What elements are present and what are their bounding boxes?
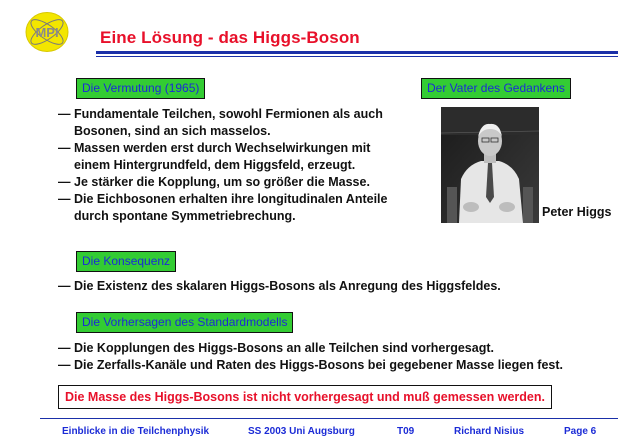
vermutung-bullets — [58, 106, 387, 225]
title-rule-thick — [96, 51, 618, 54]
bullet-continuation: einem Hintergrundfeld, dem Higgsfeld, erzeugt. — [74, 158, 356, 172]
warning-box: Die Masse des Higgs-Bosons ist nicht vorhergesagt und muß gemessen werden. — [58, 385, 552, 409]
title-rule-thin — [96, 56, 618, 57]
section-label-vater: Der Vater des Gedankens — [421, 78, 571, 99]
bullet-text: Fundamentale Teilchen, sowohl Fermionen als auch — [74, 107, 383, 121]
konsequenz-bullets — [58, 278, 501, 295]
vorhersagen-bullets — [58, 340, 563, 374]
bullet-dash: — — [58, 175, 71, 189]
bullet-line — [58, 191, 387, 208]
section-label-vermutung: Die Vermutung (1965) — [76, 78, 205, 99]
section-label-vorhersagen: Die Vorhersagen des Standardmodells — [76, 312, 293, 333]
bullet-continuation: Bosonen, sind an sich masselos. — [74, 124, 271, 138]
footer-page: Page 6 — [564, 426, 597, 437]
footer-semester: SS 2003 Uni Augsburg — [248, 426, 355, 437]
bullet-dash: — — [58, 279, 71, 293]
logo-text: MPI — [35, 25, 59, 40]
bullet-dash: — — [58, 141, 71, 155]
bullet-dash: — — [58, 107, 71, 121]
footer-rule — [40, 418, 618, 419]
bullet-line — [58, 174, 387, 191]
bullet-line — [58, 106, 387, 123]
footer-code: T09 — [397, 426, 415, 437]
portrait-photo — [441, 107, 539, 223]
page-title: Eine Lösung - das Higgs-Boson — [100, 28, 360, 47]
bullet-dash: — — [58, 358, 71, 372]
bullet-line — [58, 140, 387, 157]
bullet-line — [58, 340, 563, 357]
bullet-text: Die Kopplungen des Higgs-Bosons an alle Teilchen sind vorhergesagt. — [74, 341, 494, 355]
bullet-line — [58, 278, 501, 295]
mpi-logo — [24, 11, 70, 53]
footer-author: Richard Nisius — [454, 426, 525, 437]
section-label-konsequenz: Die Konsequenz — [76, 251, 176, 272]
bullet-line — [58, 357, 563, 374]
bullet-continuation: durch spontane Symmetriebrechung. — [74, 209, 296, 223]
bullet-dash: — — [58, 192, 71, 206]
footer-course: Einblicke in die Teilchenphysik — [62, 426, 210, 437]
bullet-text: Die Existenz des skalaren Higgs-Bosons als Anregung des Higgsfeldes. — [74, 279, 501, 293]
bullet-text: Je stärker die Kopplung, um so größer die Masse. — [74, 175, 370, 189]
bullet-text: Die Eichbosonen erhalten ihre longitudinalen Anteile — [74, 192, 388, 206]
bullet-dash: — — [58, 341, 71, 355]
bullet-text: Die Zerfalls-Kanäle und Raten des Higgs-Bosons bei gegebener Masse liegen fest. — [74, 358, 564, 372]
bullet-text: Massen werden erst durch Wechselwirkungen mit — [74, 141, 371, 155]
photo-caption: Peter Higgs — [542, 205, 612, 219]
